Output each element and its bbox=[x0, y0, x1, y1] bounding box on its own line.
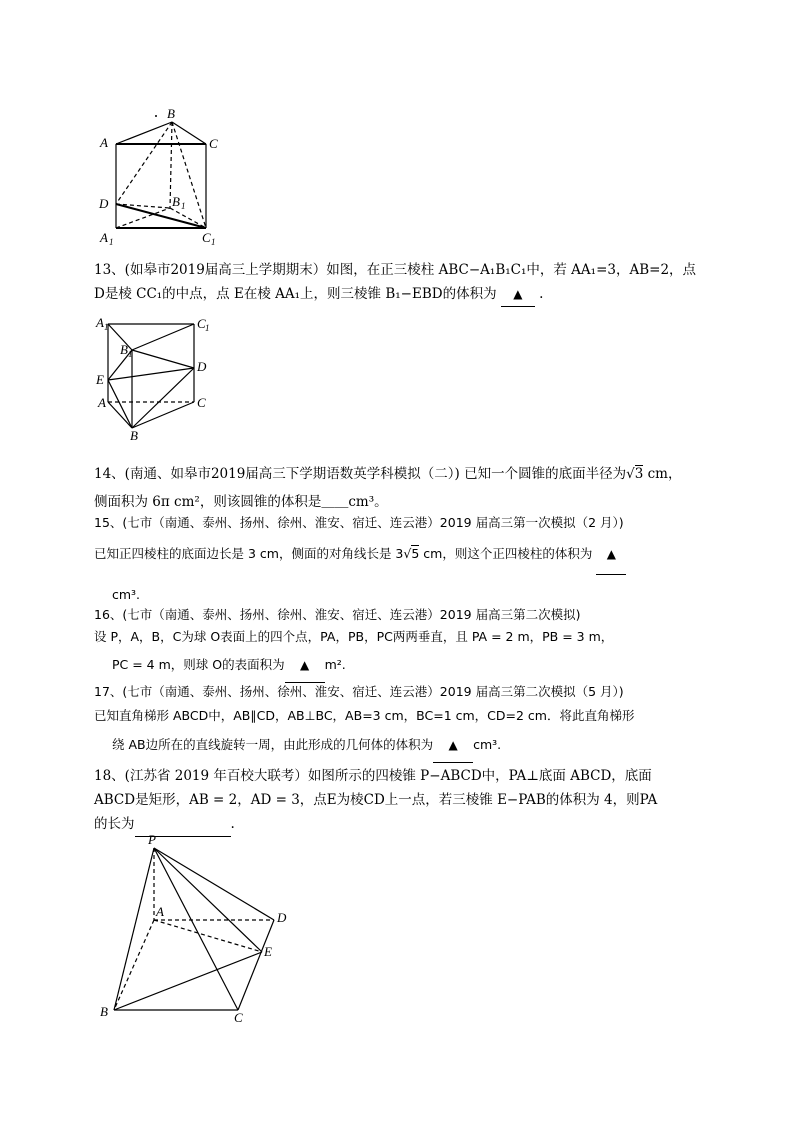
pyramid-figure-18 bbox=[96, 834, 296, 1024]
label-b1: B bbox=[120, 342, 128, 357]
q17-answer-blank[interactable]: ▲ bbox=[433, 728, 473, 763]
label-p: P bbox=[148, 832, 156, 847]
question-13: 13、(如皋市2019届高三上学期期末）如图，在正三棱柱 ABC−A₁B₁C₁中，若 AA₁=3，AB=2，点 D是棱 CC₁的中点，点 E在棱 AA₁上，则三棱锥 B₁−EBD的体积为 ▲ . bbox=[94, 258, 704, 307]
q17-line1: 17、(七市（南通、泰州、扬州、徐州、淮安、宿迁、连云港）2019 届高三第二次模拟（5 月）) bbox=[94, 684, 624, 699]
sqrt-symbol: √ bbox=[403, 546, 412, 561]
q18-line2: ABCD是矩形，AB = 2，AD = 3，点E为棱CD上一点，若三棱锥 E−PAB的体积为 4，则PA bbox=[94, 792, 658, 808]
label-d: D bbox=[197, 359, 207, 374]
q15-line2: 已知正四棱柱的底面边长是 3 cm，侧面的对角线长是 3 bbox=[94, 546, 404, 561]
q15-answer-blank[interactable]: ▲ bbox=[596, 534, 626, 575]
q13-line1: 13、(如皋市2019届高三上学期期末）如图，在正三棱柱 ABC−A₁B₁C₁中，若 AA₁=3，AB=2，点 bbox=[94, 262, 697, 278]
q16-answer-blank[interactable]: ▲ bbox=[285, 648, 325, 683]
q16-line3: PC = 4 m，则球 O的表面积为 bbox=[112, 657, 285, 672]
label-b: B bbox=[130, 428, 138, 443]
question-16: 16、(七市（南通、泰州、扬州、徐州、淮安、宿迁、连云港）2019 届高三第二次模拟) 设 P，A，B，C为球 O表面上的四个点，PA，PB，PC两两垂直，且 PA = 2 m，PB = 3 m， PC = 4 m，则球 O的表面积为 ▲ m². bbox=[94, 604, 704, 683]
label-b1-sub: 1 bbox=[181, 201, 186, 211]
q16-line2: 设 P，A，B，C为球 O表面上的四个点，PA，PB，PC两两垂直，且 PA = 2 m，PB = 3 m， bbox=[94, 629, 614, 644]
prism-figure-13 bbox=[94, 314, 214, 444]
label-d: D bbox=[99, 196, 109, 211]
question-14: 14、(南通、如皋市2019届高三下学期语数英学科模拟（二）) 已知一个圆锥的底面半径为√3 cm， 侧面积为 6π cm²，则该圆锥的体积是＿＿cm³。 bbox=[94, 466, 682, 510]
label-c1-sub: 1 bbox=[211, 237, 216, 247]
label-a: A bbox=[156, 904, 164, 919]
label-c: C bbox=[234, 1010, 243, 1025]
svg-text:1: 1 bbox=[128, 349, 133, 359]
sqrt-symbol: √ bbox=[626, 466, 635, 482]
q13-answer-blank[interactable]: ▲ bbox=[501, 282, 535, 307]
label-a: A bbox=[100, 135, 108, 150]
label-a1: A bbox=[100, 230, 108, 245]
q13-line2: D是棱 CC₁的中点，点 E在棱 AA₁上，则三棱锥 B₁−EBD的体积为 bbox=[94, 286, 497, 302]
label-c: C bbox=[209, 136, 218, 151]
q17-line2: 已知直角梯形 ABCD中，AB∥CD，AB⊥BC，AB=3 cm，BC=1 cm，CD=2 cm．将此直角梯形 bbox=[94, 708, 635, 723]
question-15: 15、(七市（南通、泰州、扬州、徐州、淮安、宿迁、连云港）2019 届高三第一次模拟（2 月）) 已知正四棱柱的底面边长是 3 cm，侧面的对角线长是 3√5 cm，则这个正四棱柱的体积为 ▲ cm³. bbox=[94, 512, 704, 615]
q14-answer-blank[interactable]: ＿＿ bbox=[321, 494, 349, 510]
q16-line1: 16、(七市（南通、泰州、扬州、徐州、淮安、宿迁、连云港）2019 届高三第二次模拟) bbox=[94, 607, 581, 622]
label-b1: B bbox=[172, 194, 180, 209]
question-17: 17、(七市（南通、泰州、扬州、徐州、淮安、宿迁、连云港）2019 届高三第二次模拟（5 月）) 已知直角梯形 ABCD中，AB∥CD，AB⊥BC，AB=3 cm，BC=1 cm，CD=2 cm．将此直角梯形 绕 AB边所在的直线旋转一周，由此形成的几何体的体积为 ▲ cm³. bbox=[94, 680, 704, 763]
label-c: C bbox=[197, 395, 206, 410]
q15-line3: cm³. bbox=[112, 587, 141, 602]
label-e: E bbox=[96, 372, 104, 387]
label-a1: A bbox=[96, 315, 104, 330]
q18-line1: 18、(江苏省 2019 年百校大联考）如图所示的四棱锥 P−ABCD中，PA⊥底面 ABCD，底面 bbox=[94, 768, 652, 784]
question-18: 18、(江苏省 2019 年百校大联考）如图所示的四棱锥 P−ABCD中，PA⊥底面 ABCD，底面 ABCD是矩形，AB = 2，AD = 3，点E为棱CD上一点，若三棱锥 E−PAB的体积为 4，则PA 的长为 . bbox=[94, 764, 704, 837]
label-a: A bbox=[98, 395, 106, 410]
q18-line3: 的长为 bbox=[94, 816, 135, 832]
label-c1: C bbox=[202, 230, 211, 245]
label-d: D bbox=[277, 910, 287, 925]
svg-text:1: 1 bbox=[205, 323, 210, 333]
q17-line3: 绕 AB边所在的直线旋转一周，由此形成的几何体的体积为 bbox=[112, 737, 434, 752]
label-c1: C bbox=[197, 316, 206, 331]
svg-text:1: 1 bbox=[104, 322, 109, 332]
label-e: E bbox=[264, 944, 272, 959]
prism-figure-12 bbox=[96, 104, 226, 254]
q14-line2: 侧面积为 6π cm²，则该圆锥的体积是 bbox=[94, 494, 322, 510]
label-a1-sub: 1 bbox=[109, 237, 114, 247]
label-b: B bbox=[100, 1004, 108, 1019]
q14-line1: 14、(南通、如皋市2019届高三下学期语数英学科模拟（二）) 已知一个圆锥的底面半径为 bbox=[94, 466, 627, 482]
q15-line1: 15、(七市（南通、泰州、扬州、徐州、淮安、宿迁、连云港）2019 届高三第一次模拟（2 月）) bbox=[94, 515, 624, 530]
label-b: B bbox=[167, 106, 175, 121]
